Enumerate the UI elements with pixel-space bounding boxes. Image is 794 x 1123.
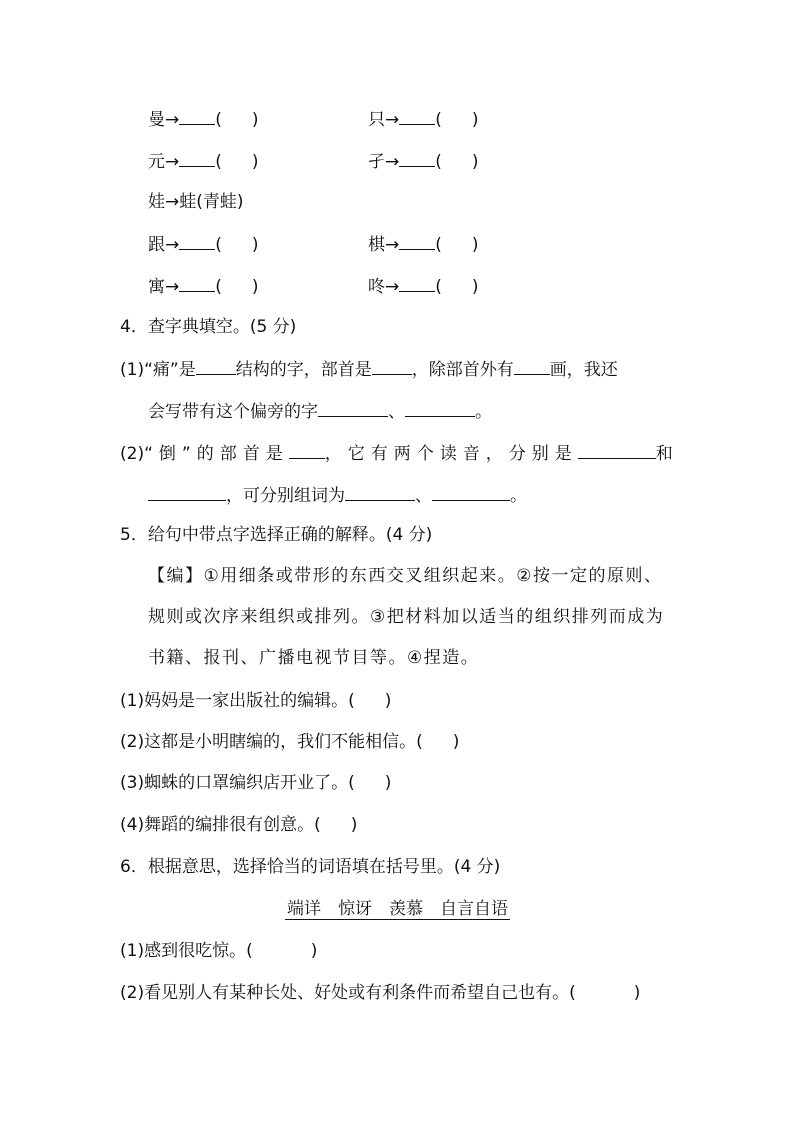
question-text: (4)舞蹈的编排很有创意。( — [120, 815, 321, 835]
transform-row-5-right — [368, 273, 479, 299]
transform-right-char: 只→ — [368, 110, 400, 130]
paren-close: ) — [471, 152, 479, 172]
question-text: 会写带有这个偏旁的字 — [148, 402, 318, 422]
answer-blank[interactable] — [179, 231, 215, 250]
paren-open: ( — [215, 235, 222, 255]
word-bank-words: 端详 惊讶 羡慕 自言自语 — [287, 899, 508, 919]
q6-title: 6．根据意思，选择恰当的词语填在括号里。(4 分) — [120, 857, 501, 877]
word-bank — [285, 897, 510, 921]
q5-item-2 — [120, 730, 459, 754]
answer-blank[interactable] — [405, 398, 475, 417]
sub-number: (1) — [120, 360, 145, 380]
transform-example: 娃→蛙(青蛙) — [148, 192, 244, 212]
answer-blank[interactable] — [578, 440, 656, 459]
answer-blank[interactable] — [179, 273, 215, 292]
q6-item-1 — [120, 939, 317, 963]
q4-sub1-line2 — [148, 398, 492, 424]
paren-close: ) — [310, 941, 318, 961]
transform-left-char: 跟→ — [148, 235, 180, 255]
transform-row-1-right — [368, 106, 479, 132]
paren-close: ) — [471, 235, 479, 255]
question-text: (1)妈妈是一家出版社的编辑。( — [120, 691, 355, 711]
transform-left-char: 元→ — [148, 152, 180, 172]
paren-close: ) — [384, 691, 392, 711]
answer-blank[interactable] — [318, 398, 388, 417]
question-text: 画，我还 — [549, 360, 618, 380]
paren-close: ) — [251, 277, 259, 297]
q5-title: 5．给句中带点字选择正确的解释。(4 分) — [120, 525, 433, 545]
paren-close: ) — [471, 277, 479, 297]
question-text: (1)感到很吃惊。( — [120, 941, 253, 961]
question-text: “痛”是 — [144, 360, 196, 380]
question-text: 和 — [655, 444, 673, 464]
q5-item-3 — [120, 771, 391, 795]
answer-blank[interactable] — [345, 482, 415, 501]
answer-blank[interactable] — [372, 356, 412, 375]
question-text: (2)这都是小明瞎编的，我们不能相信。( — [120, 732, 423, 752]
paren-open: ( — [435, 235, 442, 255]
period: 。 — [475, 402, 492, 422]
q4-title: 4．查字典填空。(5 分) — [120, 317, 297, 337]
q6-item-2 — [120, 981, 640, 1005]
transform-row-4-right — [368, 231, 479, 257]
paren-open: ( — [215, 152, 222, 172]
transform-row-2 — [148, 148, 259, 174]
transform-right-char: 棋→ — [368, 235, 400, 255]
q4-sub1-line1 — [120, 356, 618, 382]
paren-close: ) — [384, 773, 392, 793]
answer-blank[interactable] — [196, 356, 236, 375]
period: 。 — [510, 486, 527, 506]
paren-close: ) — [251, 152, 259, 172]
paren-open: ( — [215, 110, 222, 130]
answer-blank[interactable] — [179, 106, 215, 125]
question-text: ，可分别组词为 — [226, 486, 345, 506]
answer-blank[interactable] — [148, 482, 226, 501]
paren-close: ) — [350, 815, 358, 835]
question-text: ，除部首外有 — [411, 360, 514, 380]
answer-blank[interactable] — [399, 148, 435, 167]
transform-right-char: 咚→ — [368, 277, 400, 297]
paren-open: ( — [435, 110, 442, 130]
answer-blank[interactable] — [399, 106, 435, 125]
answer-blank[interactable] — [399, 273, 435, 292]
paren-open: ( — [215, 277, 222, 297]
transform-left-char: 寓→ — [148, 277, 180, 297]
separator: 、 — [415, 486, 432, 506]
paren-close: ) — [251, 110, 259, 130]
q4-sub2-line1 — [120, 440, 673, 466]
q5-item-4 — [120, 813, 357, 837]
question-text: (2)看见别人有某种长处、好处或有利条件而希望自己也有。( — [120, 983, 576, 1003]
q5-definition-line3: 书籍、报刊、广播电视节目等。④捏造。 — [148, 648, 480, 668]
transform-row-5 — [148, 273, 259, 299]
answer-blank[interactable] — [399, 231, 435, 250]
q5-item-1 — [120, 689, 391, 713]
transform-row-1 — [148, 106, 259, 132]
transform-row-2-right — [368, 148, 479, 174]
answer-blank[interactable] — [514, 356, 550, 375]
question-text: (3)蜘蛛的口罩编织店开业了。( — [120, 773, 355, 793]
q5-definition-line2: 规则或次序来组织或排列。③把材料加以适当的组织排列而成为 — [148, 607, 665, 627]
sub-number: (2) — [120, 444, 145, 464]
paren-open: ( — [435, 277, 442, 297]
transform-row-4 — [148, 231, 259, 257]
question-text: ，它有两个读音，分别是 — [324, 444, 578, 464]
paren-close: ) — [452, 732, 460, 752]
transform-left-char: 曼→ — [148, 110, 180, 130]
separator: 、 — [388, 402, 405, 422]
transform-right-char: 孑→ — [368, 152, 400, 172]
paren-close: ) — [251, 235, 259, 255]
paren-close: ) — [633, 983, 641, 1003]
paren-close: ) — [471, 110, 479, 130]
question-text: “倒”的部首是 — [144, 444, 289, 464]
answer-blank[interactable] — [179, 148, 215, 167]
answer-blank[interactable] — [432, 482, 510, 501]
question-text: 结构的字，部首是 — [235, 360, 372, 380]
q4-sub2-line2 — [148, 482, 527, 508]
answer-blank[interactable] — [289, 440, 325, 459]
paren-open: ( — [435, 152, 442, 172]
q5-definition-line1: 【编】①用细条或带形的东西交叉组织起来。②按一定的原则、 — [148, 566, 663, 586]
